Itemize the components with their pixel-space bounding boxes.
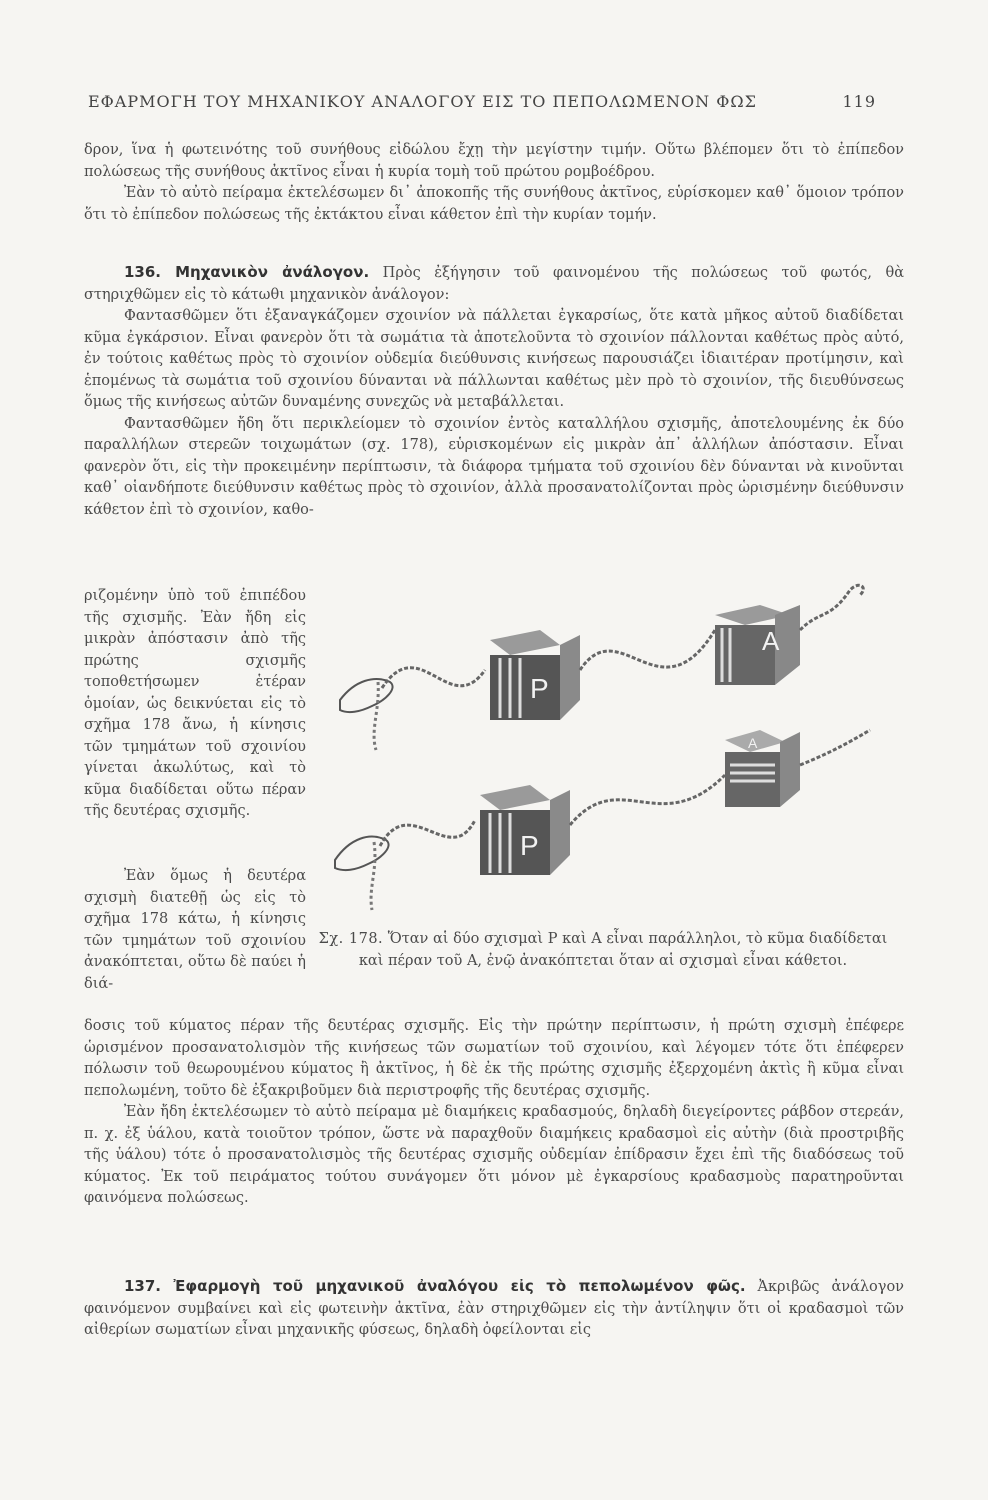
- upper-setup: [340, 585, 863, 750]
- section-136-continued: [84, 1016, 904, 1210]
- lower-setup: [335, 730, 870, 910]
- caption-label: Σχ. 178.: [318, 931, 384, 947]
- section-136: [84, 262, 904, 521]
- narrow-text-2: Ἐὰν ὅμως ἡ δευτέρα σχισμὴ διατεθῇ ὡς εἰς τὸ σχῆμα 178 κάτω, ἡ κίνησις τῶν τμημάτων τοῦ σχοινίου ἀνακόπτεται, οὕτω δὲ παύει ἡ διά-: [84, 868, 306, 992]
- section-136-heading: 136. Μηχανικὸν ἀνάλογον.: [124, 263, 370, 281]
- lower-box-a: [725, 730, 800, 807]
- header-title: ΕΦΑΡΜΟΓΗ ΤΟΥ ΜΗΧΑΝΙΚΟΥ ΑΝΑΛΟΓΟΥ ΕΙΣ ΤΟ ΠΕΠΟΛΩΜΕΝΟΝ ΦΩΣ: [88, 92, 757, 111]
- upper-box-p: [490, 630, 580, 720]
- upper-box-label-a: A: [762, 626, 780, 656]
- paragraph-polarization: δοσις τοῦ κύματος πέραν τῆς δευτέρας σχισμῆς. Εἰς τὴν πρώτην περίπτωσιν, ἡ πρώτη σχισμὴ ἐπέφερε ὡρισμένον προσανατολισμὸν τῆς κινήσεως τῶν σωματίων τοῦ σχοινίου, καὶ λέγομεν τότε ὅτι ἐπέφερεν πόλωσιν τοῦ θεωρουμένου κύματος ἢ ἀκτῖνος, ἡ δὲ ἐκ τῆς πρώτης σχισμῆς ἐξερχομένη ἀκτὶς ἢ κῦμα εἶναι πεπολωμένη, τοῦτο δὲ ἐξακριβοῦμεν διὰ περιστροφῆς τῆς δευτέρας σχισμῆς.: [84, 1018, 904, 1099]
- paragraph-slit: Φαντασθῶμεν ἤδη ὅτι περικλείομεν τὸ σχοινίον ἐντὸς καταλλήλου σχισμῆς, ἀποτελουμένης ἐκ δύο παραλλήλων στερεῶν τοιχωμάτων (σχ. 178), εὑρισκομένων εἰς μικρὰν ἀπ᾽ ἀλλήλων ἀπόστασιν. Εἶναι φανερὸν ὅτι, εἰς τὴν προκειμένην περίπτωσιν, τὰ διάφορα τμήματα τοῦ σχοινίου δὲν δύνανται νὰ κινοῦνται καθ᾽ οἱανδήποτε διεύθυνσιν καθέτως πρὸς τὸ σχοινίον, ἀλλὰ προσανατολίζονται πρὸς ὡρισμένην διεύθυνσιν κάθετον ἐπὶ τὸ σχοινίον, καθο-: [84, 415, 904, 518]
- top-paragraphs: [84, 140, 904, 226]
- lower-box-label-p: P: [520, 830, 539, 861]
- section-137-text: Ἀκριβῶς ἀνάλογον φαινόμενον συμβαίνει καὶ εἰς φωτεινὴν ἀκτῖνα, ἐὰν στηριχθῶμεν εἰς τὴν ἀντίληψιν ὅτι οἱ κραδασμοὶ τῶν αἰθερίων σωματίων εἶναι μηχανικῆς φύσεως, δηλαδὴ ὀφείλονται εἰς: [84, 1279, 904, 1338]
- paragraph-rope-vibration: Φαντασθῶμεν ὅτι ἐξαναγκάζομεν σχοινίον νὰ πάλλεται ἐγκαρσίως, ὅτε κατὰ μῆκος αὐτοῦ διαδίδεται κῦμα ἐγκάρσιον. Εἶναι φανερὸν ὅτι τὰ σωμάτια τὰ ἀποτελοῦντα τὸ σχοινίον πάλλονται καθέτως πρὸς αὐτό, ἐν τούτοις καθέτως πρὸς τὸ σχοινίον οὐδεμία διεύθυνσις κινήσεως παρουσιάζει ἰδιαιτέραν προτίμησιν, καὶ ἑπομένως τὰ σωμάτια τοῦ σχοινίου δύνανται νὰ πάλλωνται καθέτως μὲν πρὸ τὸ σχοινίον, τῆς διευθύνσεως ὅμως τῆς κινήσεως αὐτῶν δυναμένης συνεχῶς νὰ μεταβάλλεται.: [84, 308, 904, 410]
- paragraph-continuation: δρον, ἵνα ἡ φωτεινότης τοῦ συνήθους εἰδώλου ἔχῃ τὴν μεγίστην τιμήν. Οὕτω βλέπομεν ὅτι τὸ ἐπίπεδον πολώσεως τῆς συνήθους ἀκτῖνος εἶναι ἡ κυρία τομὴ τοῦ πρώτου ρομβοέδρου.: [84, 142, 904, 180]
- section-136-intro: Πρὸς ἐξήγησιν τοῦ φαινομένου τῆς πολώσεως τοῦ φωτός, θὰ στηριχθῶμεν εἰς τὸ κάτωθι μηχανικὸν ἀνάλογον:: [84, 265, 905, 303]
- section-137-heading: 137. Ἐφαρμογὴ τοῦ μηχανικοῦ ἀναλόγου εἰς τὸ πεπολωμένον φῶς.: [124, 1277, 746, 1295]
- upper-box-label-p: P: [530, 673, 549, 704]
- paragraph-extraordinary-ray: Ἐὰν τὸ αὐτὸ πείραμα ἐκτελέσωμεν δι᾽ ἀποκοπῆς τῆς συνήθους ἀκτῖνος, εὑρίσκομεν καθ᾽ ὅμοιον τρόπον ὅτι τὸ ἐπίπεδον πολώσεως τῆς ἐκτάκτου εἶναι κάθετον ἐπὶ τὴν κυρίαν τομήν.: [84, 185, 904, 223]
- section-137: [84, 1276, 904, 1342]
- upper-rope: [382, 668, 485, 688]
- lower-box-p: [480, 785, 570, 875]
- upper-box-a: [715, 605, 800, 685]
- narrow-text-1: ριζομένην ὑπὸ τοῦ ἐπιπέδου τῆς σχισμῆς. Ἐὰν ἤδη εἰς μικρὰν ἀπόστασιν ἀπὸ τῆς πρώτης σχισμῆς τοποθετήσωμεν ἑτέραν ὁμοίαν, ὡς δεικνύεται εἰς τὸ σχῆμα 178 ἄνω, ἡ κίνησις τῶν τμημάτων τοῦ σχοινίου γίνεται ἀκωλύτως, καὶ τὸ κῦμα διαδίδεται οὕτω πέραν τῆς δευτέρας σχισμῆς.: [84, 588, 306, 819]
- lower-box-label-a: A: [748, 735, 758, 751]
- caption-text: Ὅταν αἱ δύο σχισμαὶ P καὶ A εἶναι παράλληλοι, τὸ κῦμα διαδίδεται καὶ πέραν τοῦ A, ἐνῷ ἀνακόπτεται ὅταν αἱ σχισμαὶ εἶναι κάθετοι.: [358, 931, 888, 969]
- lower-hand-icon: [335, 837, 389, 870]
- upper-hand-icon: [340, 679, 393, 712]
- lower-rope: [380, 820, 475, 846]
- page-number: 119: [842, 92, 876, 111]
- figure-178: [320, 570, 880, 920]
- figure-caption: [318, 928, 888, 972]
- paragraph-longitudinal: Ἐὰν ἤδη ἐκτελέσωμεν τὸ αὐτὸ πείραμα μὲ διαμήκεις κραδασμούς, δηλαδὴ διεγείροντες ράβδον στερεάν, π. χ. ἐξ ὑάλου, κατὰ τοιοῦτον τρόπον, ὥστε νὰ παραχθοῦν διαμήκεις κραδασμοὶ εἰς αὐτὴν (διὰ προστριβῆς τῆς ὑάλου) τότε ὁ προσανατολισμὸς τῆς δευτέρας σχισμῆς οὐδεμίαν ἐπίδρασιν ἔχει ἐπὶ τῆς διαδόσεως τοῦ κύματος. Ἐκ τοῦ πειράματος τούτου συνάγομεν ὅτι μόνον μὲ ἐγκαρσίους κραδασμοὺς παρατηροῦνται φαινόμενα πολώσεως.: [84, 1104, 904, 1206]
